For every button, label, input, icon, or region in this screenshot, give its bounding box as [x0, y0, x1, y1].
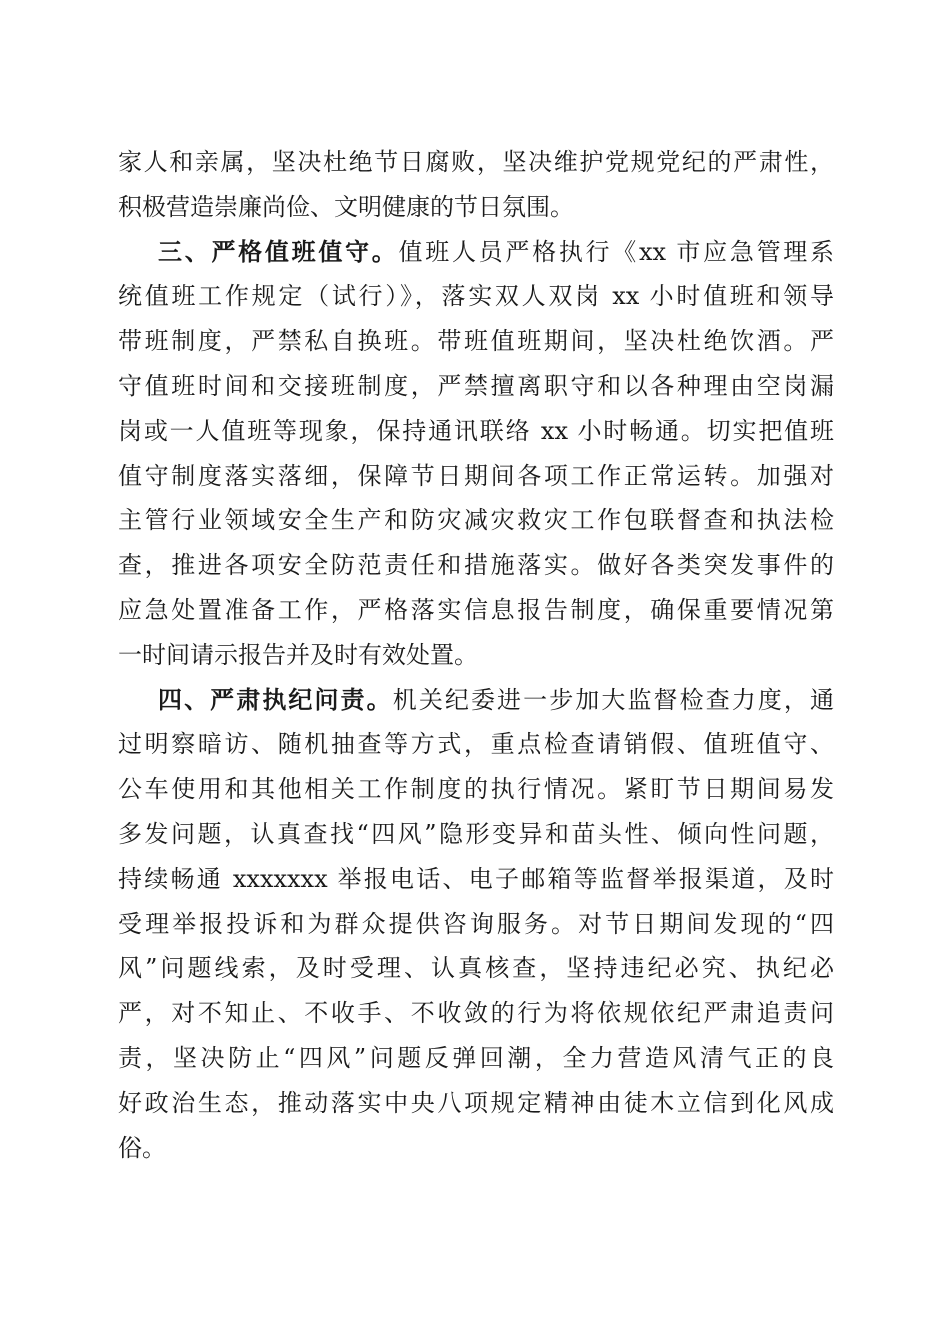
section-4-first-line — [118, 678, 834, 723]
text-line: 主管行业领域安全生产和防灾减灾救灾工作包联督查和执法检 — [118, 506, 834, 535]
document-body — [118, 140, 834, 1170]
section-3-first-line — [118, 230, 834, 275]
text-line: 好政治生态，推动落实中央八项规定精神由徒木立信到化风成 — [118, 1088, 834, 1117]
text-line: 公车使用和其他相关工作制度的执行情况。紧盯节日期间易发 — [118, 775, 834, 804]
paragraph-1 — [118, 140, 834, 230]
text-line: 积极营造崇廉尚俭、文明健康的节日氛围。 — [118, 192, 574, 221]
text-line: 守值班时间和交接班制度，严禁擅离职守和以各种理由空岗漏 — [118, 371, 834, 400]
text-line: 多发问题，认真查找“四风”隐形变异和苗头性、倾向性问题， — [118, 819, 834, 848]
text-line: 值守制度落实落细，保障节日期间各项工作正常运转。加强对 — [118, 461, 834, 490]
text-line: 过明察暗访、随机抽查等方式，重点检查请销假、值班值守、 — [118, 730, 834, 759]
text-line: 俗。 — [118, 1133, 166, 1162]
paragraph-section-4 — [118, 678, 834, 1171]
text-line: 受理举报投诉和为群众提供咨询服务。对节日期间发现的“四 — [118, 909, 834, 938]
text-line: 责，坚决防止“四风”问题反弹回潮，全力营造风清气正的良 — [118, 1043, 834, 1072]
text-line: 家人和亲属，坚决杜绝节日腐败，坚决维护党规党纪的严肃性， — [118, 148, 834, 176]
section-3-heading: 三、严格值班值守。 — [158, 236, 399, 266]
text-run: 机关纪委进一步加大监督检查力度，通 — [392, 685, 835, 714]
text-line: 岗或一人值班等现象，保持通讯联络 xx 小时畅通。切实把值班 — [118, 416, 834, 445]
text-line: 应急处置准备工作，严格落实信息报告制度，确保重要情况第 — [118, 595, 834, 624]
paragraph-section-3 — [118, 230, 834, 678]
text-line: 查，推进各项安全防范责任和措施落实。做好各类突发事件的 — [118, 551, 834, 580]
text-line: 一时间请示报告并及时有效处置。 — [118, 640, 478, 669]
text-line: 严，对不知止、不收手、不收敛的行为将依规依纪严肃追责问 — [118, 999, 834, 1028]
text-line: 持续畅通 xxxxxxx 举报电话、电子邮箱等监督举报渠道，及时 — [118, 864, 834, 893]
text-line: 统值班工作规定（试行）》，落实双人双岗 xx 小时值班和领导 — [118, 282, 834, 311]
text-line: 带班制度，严禁私自换班。带班值班期间，坚决杜绝饮酒。严 — [118, 327, 834, 356]
text-line: 风”问题线索，及时受理、认真核查，坚持违纪必究、执纪必 — [118, 954, 834, 983]
text-run: 值班人员严格执行《xx 市应急管理系 — [398, 237, 835, 266]
section-4-heading: 四、严肃执纪问责。 — [158, 684, 393, 714]
